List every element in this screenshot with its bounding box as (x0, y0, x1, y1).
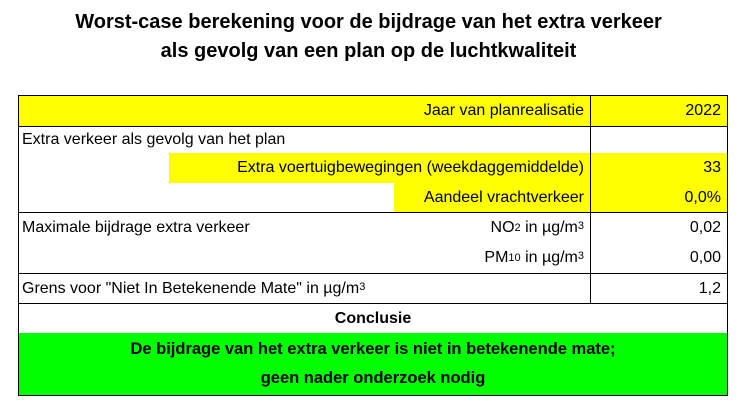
grens-value-cell (590, 274, 727, 303)
title-line-1: Worst-case berekening voor de bijdrage van het extra verkeer (75, 11, 662, 33)
pm10-value-cell (590, 243, 727, 273)
no2-value: 0,02 (689, 219, 721, 236)
voertuig-label (169, 153, 590, 183)
grens-label-text: Grens voor "Niet In Betekenende Mate" in µg/m (22, 279, 360, 297)
voertuig-value: 33 (703, 159, 721, 176)
row-voertuigbewegingen (19, 153, 727, 183)
pm10-prefix: PM (484, 249, 509, 266)
vracht-label-text: Aandeel vrachtverkeer (423, 188, 584, 206)
vracht-spacer (19, 183, 394, 212)
grens-value: 1,2 (698, 279, 721, 297)
conclusie-box (19, 333, 727, 395)
extra-verkeer-label (19, 127, 590, 153)
conclusie-line-2: geen nader onderzoek nodig (260, 369, 486, 387)
jaar-label-text: Jaar van planrealisatie (423, 102, 584, 119)
no2-label (399, 213, 590, 243)
row-vrachtverkeer (19, 183, 727, 212)
grens-sup: 3 (359, 280, 366, 293)
row-jaar (19, 96, 727, 126)
pm10-spacer (19, 243, 399, 273)
no2-sup: 3 (577, 220, 584, 232)
grens-label (19, 274, 590, 303)
pm10-label (399, 243, 590, 273)
no2-prefix: NO (490, 219, 515, 236)
page-title (0, 8, 737, 66)
vracht-value-cell[interactable] (590, 183, 727, 212)
vracht-value: 0,0% (684, 188, 721, 206)
extra-verkeer-empty-cell (590, 127, 727, 153)
conclusie-line-1: De bijdrage van het extra verkeer is niet in betekenende mate; (130, 340, 616, 358)
voertuig-label-text: Extra voertuigbewegingen (weekdaggemiddelde) (237, 159, 584, 176)
no2-suffix: in µg/m (520, 219, 578, 236)
pm10-value: 0,00 (689, 249, 721, 266)
voertuig-value-cell[interactable] (590, 153, 727, 183)
max-bijdrage-label (19, 213, 399, 243)
row-no2 (19, 212, 727, 243)
voertuig-spacer (19, 153, 169, 183)
no2-value-cell (590, 213, 727, 243)
max-bijdrage-text: Maximale bijdrage extra verkeer (22, 219, 250, 236)
pm10-sup: 3 (577, 250, 584, 262)
jaar-label (19, 96, 590, 126)
jaar-value-cell[interactable] (590, 96, 727, 126)
conclusie-text (19, 333, 727, 395)
conclusie-heading-text: Conclusie (334, 309, 412, 327)
pm10-sub: 10 (508, 252, 521, 264)
no2-sub: 2 (514, 222, 521, 234)
row-conclusie-header (19, 303, 727, 333)
title-line-2: als gevolg van een plan op de luchtkwaliteit (160, 40, 577, 62)
row-pm10 (19, 243, 727, 273)
extra-verkeer-text: Extra verkeer als gevolg van het plan (22, 131, 286, 148)
calculation-table (18, 95, 728, 396)
conclusie-heading (19, 304, 727, 333)
pm10-suffix: in µg/m (520, 249, 578, 266)
vracht-label (394, 183, 590, 212)
row-extra-verkeer (19, 126, 727, 153)
row-grens (19, 273, 727, 303)
jaar-value: 2022 (685, 102, 721, 119)
